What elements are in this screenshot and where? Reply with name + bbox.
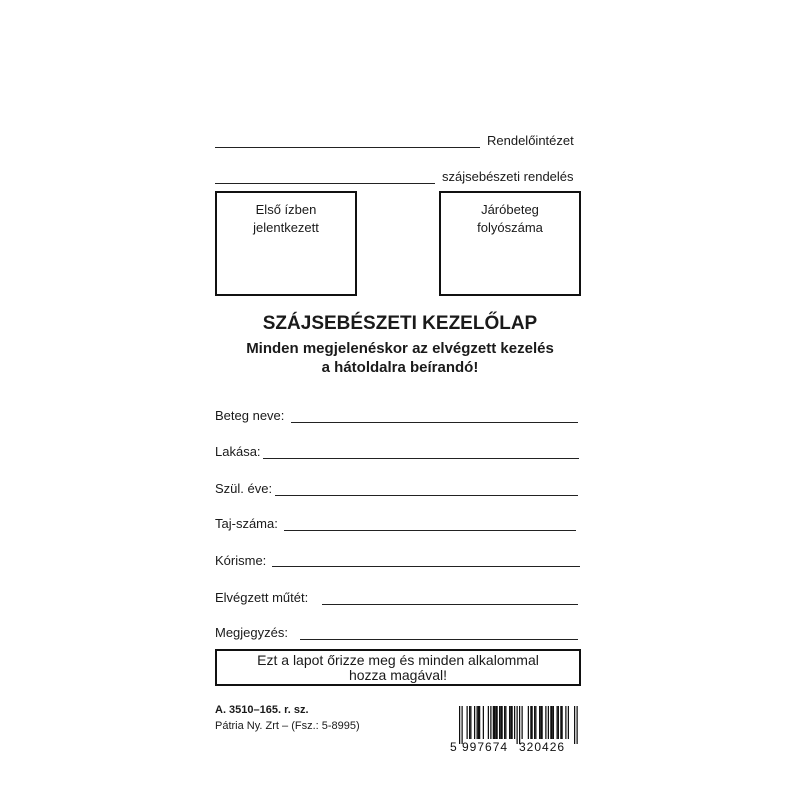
barcode-bar [539, 706, 540, 739]
barcode-bar [568, 706, 569, 739]
barcode-bar [479, 706, 480, 739]
barcode-bar [504, 706, 505, 739]
barcode-bar [478, 706, 479, 739]
barcode-bar [469, 706, 470, 739]
barcode-bar [493, 706, 494, 739]
barcode-first-digit: 5 [450, 740, 457, 754]
barcode-bar [542, 706, 543, 739]
barcode-bar [509, 706, 510, 739]
outpatient-number-label-line1: Járóbeteg [481, 202, 539, 217]
address-line[interactable] [263, 458, 579, 459]
barcode-bar [577, 706, 578, 744]
barcode-bar [510, 706, 511, 739]
publisher-info: Pátria Ny. Zrt – (Fsz.: 5-8995) [215, 720, 360, 732]
notice-line1: Ezt a lapot őrizze meg és minden alkalommal [257, 652, 539, 668]
barcode-bar [528, 706, 529, 739]
barcode-bar [557, 706, 558, 739]
barcode-bar [574, 706, 575, 744]
barcode-bar [565, 706, 566, 739]
form-number: A. 3510–165. r. sz. [215, 704, 309, 716]
barcode-bar [558, 706, 559, 739]
barcode-bar [474, 706, 475, 739]
barcode-bar [552, 706, 553, 739]
remarks-line[interactable] [300, 639, 578, 640]
surgery-line[interactable] [322, 604, 578, 605]
form-subtitle-line2: a hátoldalra beírandó! [321, 359, 479, 376]
barcode-bar [467, 706, 468, 739]
barcode-bar [532, 706, 533, 739]
barcode-bar [534, 706, 535, 739]
barcode-bar [505, 706, 506, 739]
barcode-bar [514, 706, 515, 739]
barcode-bar [522, 706, 523, 739]
notice-box [215, 649, 581, 686]
notice-line2: hozza magával! [348, 667, 448, 683]
form-title: SZÁJSEBÉSZETI KEZELŐLAP [262, 313, 538, 334]
barcode-bar [490, 706, 491, 739]
barcode-bar [499, 706, 500, 739]
barcode-bar [470, 706, 471, 739]
barcode-bar [553, 706, 554, 739]
birth-year-label: Szül. éve: [215, 481, 273, 496]
barcode-bar [494, 706, 495, 739]
barcode-bar [502, 706, 503, 739]
outpatient-number-box[interactable] [439, 191, 581, 296]
barcode-bar [535, 706, 536, 739]
diagnosis-line[interactable] [272, 566, 580, 567]
barcode-bar [488, 706, 489, 739]
barcode-bar [500, 706, 501, 739]
taj-number-label: Taj-száma: [215, 516, 278, 531]
outpatient-number-label-line2: folyószáma [477, 220, 543, 235]
first-visit-label-line1: Első ízben [255, 202, 317, 217]
barcode-bar [459, 706, 460, 744]
barcode-bar [512, 706, 513, 739]
birth-year-line[interactable] [275, 495, 578, 496]
barcode-bar [477, 706, 478, 739]
barcode-bar [462, 706, 463, 744]
institution-line[interactable] [215, 147, 480, 148]
barcode-left-group: 997674 [462, 740, 509, 754]
barcode-bar [517, 706, 518, 744]
barcode-bar [495, 706, 496, 739]
barcode-icon [447, 706, 582, 756]
barcode-bar [497, 706, 498, 739]
barcode-bar [548, 706, 549, 739]
department-label: szájsebészeti rendelés [442, 169, 574, 184]
first-visit-label-line2: jelentkezett [253, 220, 319, 235]
barcode-bar [540, 706, 541, 739]
barcode-bar [545, 706, 546, 739]
first-visit-box[interactable] [215, 191, 357, 296]
institution-label: Rendelőintézet [487, 133, 574, 148]
barcode-bar [483, 706, 484, 739]
barcode-bar [550, 706, 551, 739]
barcode-right-group: 320426 [519, 740, 566, 754]
barcode-bar [530, 706, 531, 739]
patient-name-label: Beteg neve: [215, 408, 285, 423]
taj-number-line[interactable] [284, 530, 576, 531]
barcode-bar [562, 706, 563, 739]
form-subtitle-line1: Minden megjelenéskor az elvégzett kezelés [246, 340, 554, 357]
surgery-label: Elvégzett műtét: [215, 590, 309, 605]
patient-name-line[interactable] [291, 422, 578, 423]
barcode-bar [519, 706, 520, 744]
diagnosis-label: Kórisme: [215, 553, 267, 568]
department-line[interactable] [215, 183, 435, 184]
barcode-bar [560, 706, 561, 739]
address-label: Lakása: [215, 444, 261, 459]
remarks-label: Megjegyzés: [215, 625, 288, 640]
